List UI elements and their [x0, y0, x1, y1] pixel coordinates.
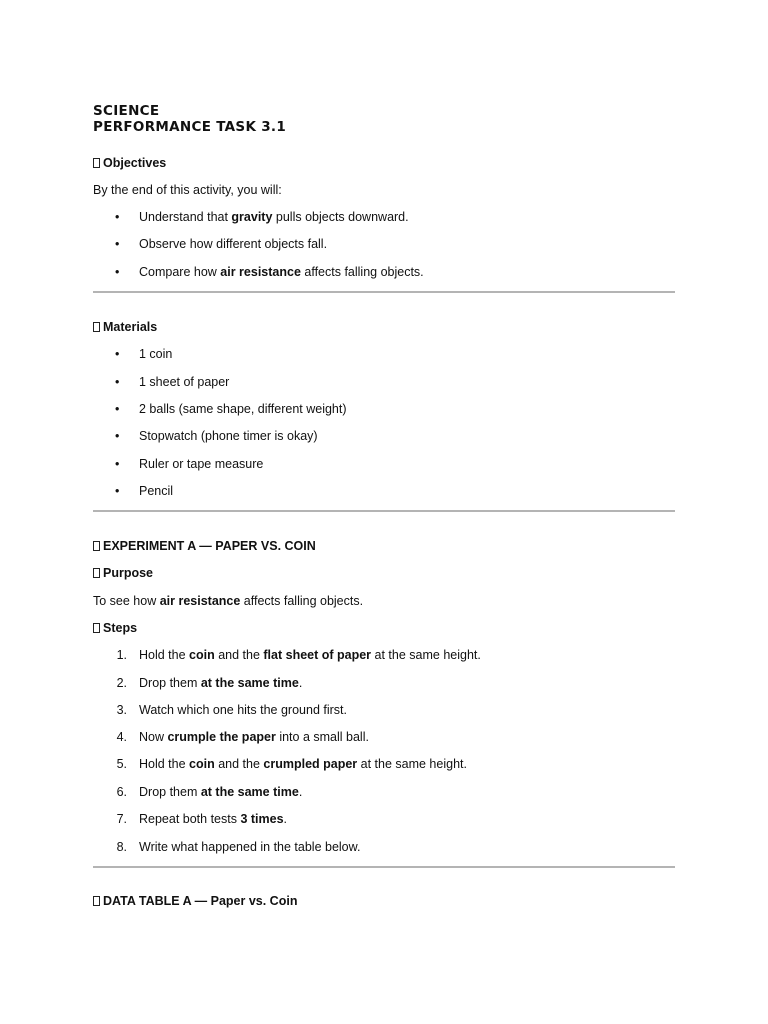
data-table-a-heading: DATA TABLE A — Paper vs. Coin	[93, 893, 297, 909]
purpose-text: To see how air resistance affects falling objects.	[93, 594, 364, 608]
objectives-heading: Objectives	[93, 155, 166, 171]
document-title	[93, 103, 286, 135]
bullet-icon: •	[115, 265, 120, 279]
section-divider	[93, 510, 675, 512]
materials-heading: Materials	[93, 319, 157, 335]
section-divider	[93, 866, 675, 868]
section-divider	[93, 291, 675, 293]
experiment-a-heading: EXPERIMENT A — PAPER VS. COIN	[93, 538, 316, 554]
placeholder-glyph-icon	[93, 896, 100, 906]
steps-heading: Steps	[93, 620, 137, 636]
subject-title: SCIENCE	[93, 103, 160, 119]
bullet-icon: •	[115, 484, 120, 498]
bullet-icon: •	[115, 237, 120, 251]
purpose-heading: Purpose	[93, 565, 153, 581]
placeholder-glyph-icon	[93, 158, 100, 168]
task-title: PERFORMANCE TASK 3.1	[93, 119, 287, 135]
placeholder-glyph-icon	[93, 568, 100, 578]
bullet-icon: •	[115, 210, 120, 224]
placeholder-glyph-icon	[93, 322, 100, 332]
bullet-icon: •	[115, 375, 120, 389]
bullet-icon: •	[115, 347, 120, 361]
placeholder-glyph-icon	[93, 623, 100, 633]
bullet-icon: •	[115, 402, 120, 416]
bullet-icon: •	[115, 429, 120, 443]
bullet-icon: •	[115, 457, 120, 471]
placeholder-glyph-icon	[93, 541, 100, 551]
objectives-intro: By the end of this activity, you will:	[93, 183, 282, 197]
